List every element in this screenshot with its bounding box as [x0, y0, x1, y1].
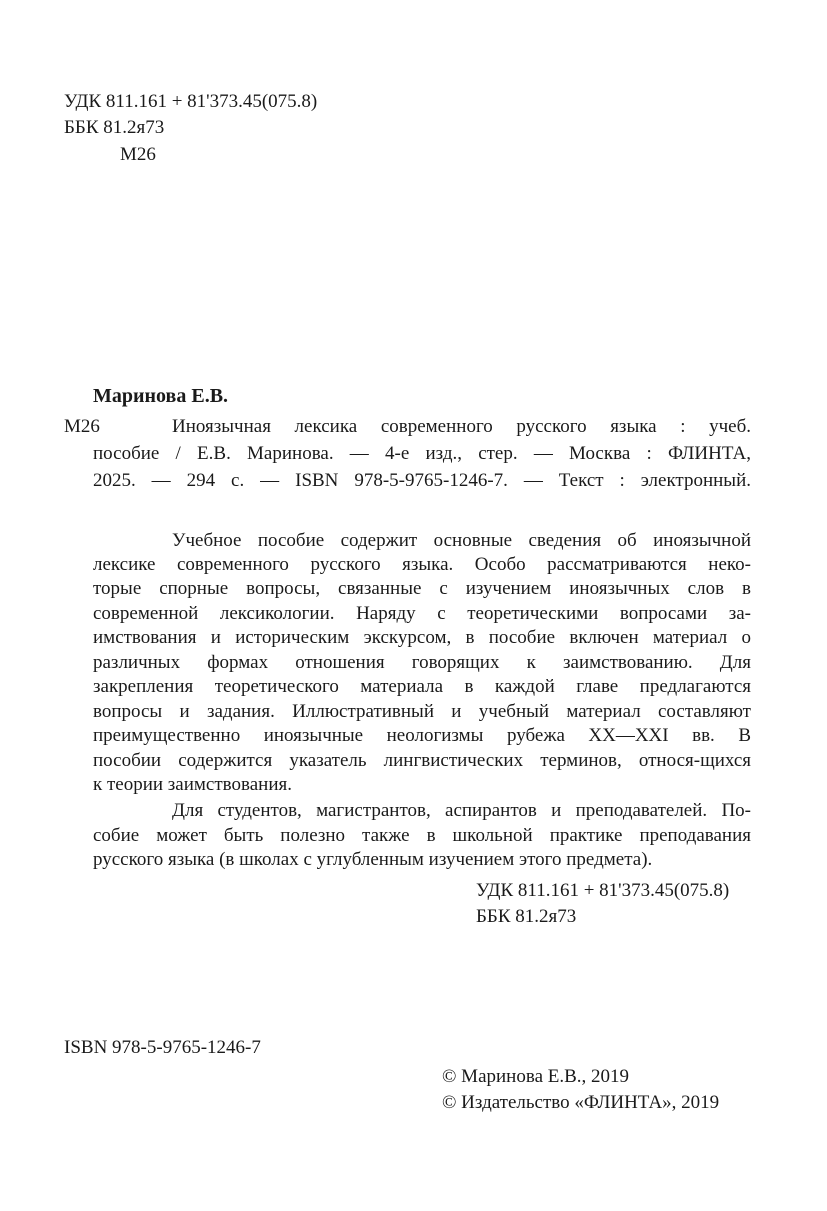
copyright-author: © Маринова Е.В., 2019 — [442, 1066, 630, 1087]
record-line-2: пособие / Е.В. Маринова. — 4-е изд., стер. — Москва : ФЛИНТА, — [93, 443, 751, 464]
abstract-line-12: Для студентов, магистрантов, аспирантов и преподавателей. По- — [172, 800, 751, 821]
abstract-line-10: пособии содержится указатель лингвистических терминов, относя-щихся — [93, 750, 751, 771]
abstract-line-5: имствования и историческим экскурсом, в пособие включен материал о — [93, 627, 751, 648]
abstract-line-13: собие может быть полезно также в школьной практике преподавания — [93, 825, 751, 846]
record-code: М26 — [64, 416, 100, 437]
abstract-line-1: Учебное пособие содержит основные сведения об иноязычной — [172, 530, 751, 551]
footer-isbn: ISBN 978-5-9765-1246-7 — [64, 1037, 261, 1058]
abstract-line-6: различных формах отношения говорящих к заимствованию. Для — [93, 652, 751, 673]
abstract-line-11: к теории заимствования. — [93, 774, 292, 795]
record-line-1: Иноязычная лексика современного русского языка : учеб. — [172, 416, 751, 437]
abstract-udk: УДК 811.161 + 81'373.45(075.8) — [476, 880, 730, 901]
abstract-line-8: вопросы и задания. Иллюстративный и учебный материал составляют — [93, 701, 751, 722]
copyright-publisher: © Издательство «ФЛИНТА», 2019 — [442, 1092, 720, 1113]
author-name: Маринова Е.В. — [93, 385, 229, 407]
header-udk: УДК 811.161 + 81'373.45(075.8) — [64, 91, 318, 112]
header-bbk: ББК 81.2я73 — [64, 117, 165, 138]
abstract-bbk: ББК 81.2я73 — [476, 906, 577, 927]
abstract-line-4: современной лексикологии. Наряду с теоретическими вопросами за- — [93, 603, 751, 624]
abstract-line-7: закрепления теоретического материала в каждой главе предлагаются — [93, 676, 751, 697]
abstract-line-2: лексике современного русского языка. Особо рассматриваются неко- — [93, 554, 751, 575]
record-line-3: 2025. — 294 с. — ISBN 978-5-9765-1246-7. — Текст : электронный. — [93, 470, 751, 491]
abstract-line-14: русского языка (в школах с углубленным изучением этого предмета). — [93, 849, 653, 870]
abstract-line-3: торые спорные вопросы, связанные с изучением иноязычных слов в — [93, 578, 751, 599]
header-code: М26 — [120, 144, 156, 165]
abstract-line-9: преимущественно иноязычные неологизмы рубежа XX—XXI вв. В — [93, 725, 751, 746]
